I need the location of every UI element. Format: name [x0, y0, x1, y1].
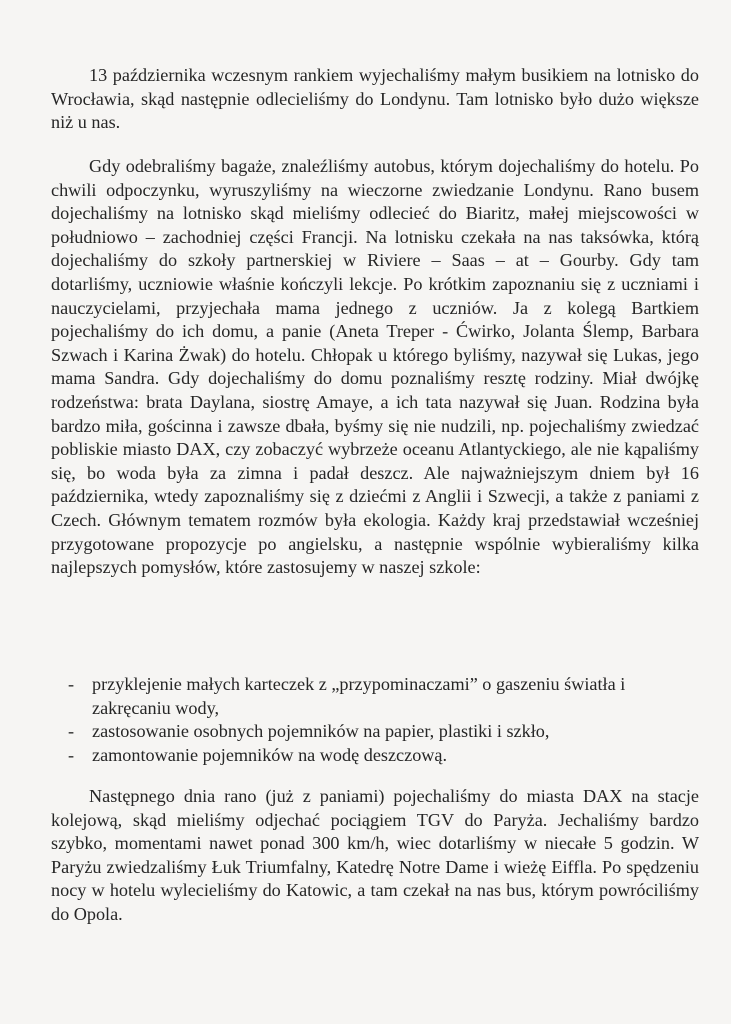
- paragraph-text: Gdy odebraliśmy bagaże, znaleźliśmy autobus, którym dojechaliśmy do hotelu. Po chwili odpoczynku, wyruszyliśmy na wieczorne zwiedzanie Londynu. Rano busem dojechaliśmy na lotnisko skąd mieliśmy odlecieć do Biaritz, małej miejscowości w południowo – zachodniej części Francji. Na lotnisku czekała na nas taksówka, którą dojechaliśmy do szkoły partnerskiej w Riviere – Saas – at – Gourby. Gdy tam dotarliśmy, uczniowie właśnie kończyli lekcje. Po krótkim zapoznaniu się z uczniami i nauczycielami, przyjechała mama jednego z uczniów. Ja z kolegą Bartkiem pojechaliśmy do ich domu, a panie (Aneta Treper - Ćwirko, Jolanta Ślemp, Barbara Szwach i Karina Żwak) do hotelu. Chłopak u którego byliśmy, nazywał się Lukas, jego mama Sandra. Gdy dojechaliśmy do domu poznaliśmy resztę rodziny. Miał dwójkę rodzeństwa: brata Daylana, siostrę Amaye, a ich tata nazywał się Juan. Rodzina była bardzo miła, gościnna i zawsze dbała, byśmy się nie nudzili, np. pojechaliśmy zwiedzać pobliskie miasto DAX, czy zobaczyć wybrzeże oceanu Atlantyckiego, ale nie kąpaliśmy się, bo woda była za zimna i padał deszcz. Ale najważniejszym dniem był 16 października, wtedy zapoznaliśmy się z dziećmi z Anglii i Szwecji, a także z paniami z Czech. Głównym tematem rozmów była ekologia. Każdy kraj przedstawiał wcześniej przygotowane propozycje po angielsku, a następnie wspólnie wybieraliśmy kilka najlepszych pomysłów, które zastosujemy w naszej szkole:: [51, 156, 699, 578]
- bullet-dash: -: [68, 674, 75, 694]
- paragraph-stay-in-france: [51, 155, 699, 580]
- bullet-dash: -: [68, 744, 75, 765]
- list-item: [51, 744, 699, 768]
- list-item: [51, 673, 699, 720]
- paragraph-text: Następnego dnia rano (już z paniami) pojechaliśmy do miasta DAX na stacje kolejową, skąd mieliśmy odjechać pociągiem TGV do Paryża. Jechaliśmy bardzo szybko, momentami nawet ponad 300 km/h, wiec dotarliśmy w niecałe 5 godzin. W Paryżu zwiedzaliśmy Łuk Triumfalny, Katedrę Notre Dame i wieżę Eiffla. Po spędzeniu nocy w hotelu wylecieliśmy do Katowic, a tam czekał na nas bus, którym powróciliśmy do Opola.: [51, 786, 699, 924]
- list-item-text: zamontowanie pojemników na wodę deszczową.: [92, 744, 448, 765]
- ecology-ideas-list: [51, 673, 699, 767]
- bullet-dash: -: [68, 721, 75, 742]
- list-item: [51, 720, 699, 744]
- paragraph-return: [51, 785, 699, 927]
- list-item-text: zastosowanie osobnych pojemników na papier, plastiki i szkło,: [92, 721, 550, 742]
- paragraph-departure: [51, 64, 699, 135]
- paragraph-text: 13 października wczesnym rankiem wyjechaliśmy małym busikiem na lotnisko do Wrocławia, skąd następnie odlecieliśmy do Londynu. Tam lotnisko było dużo większe niż u nas.: [51, 65, 699, 133]
- list-item-text: przyklejenie małych karteczek z „przypominaczami” o gaszeniu światła i zakręcaniu wody,: [92, 674, 626, 718]
